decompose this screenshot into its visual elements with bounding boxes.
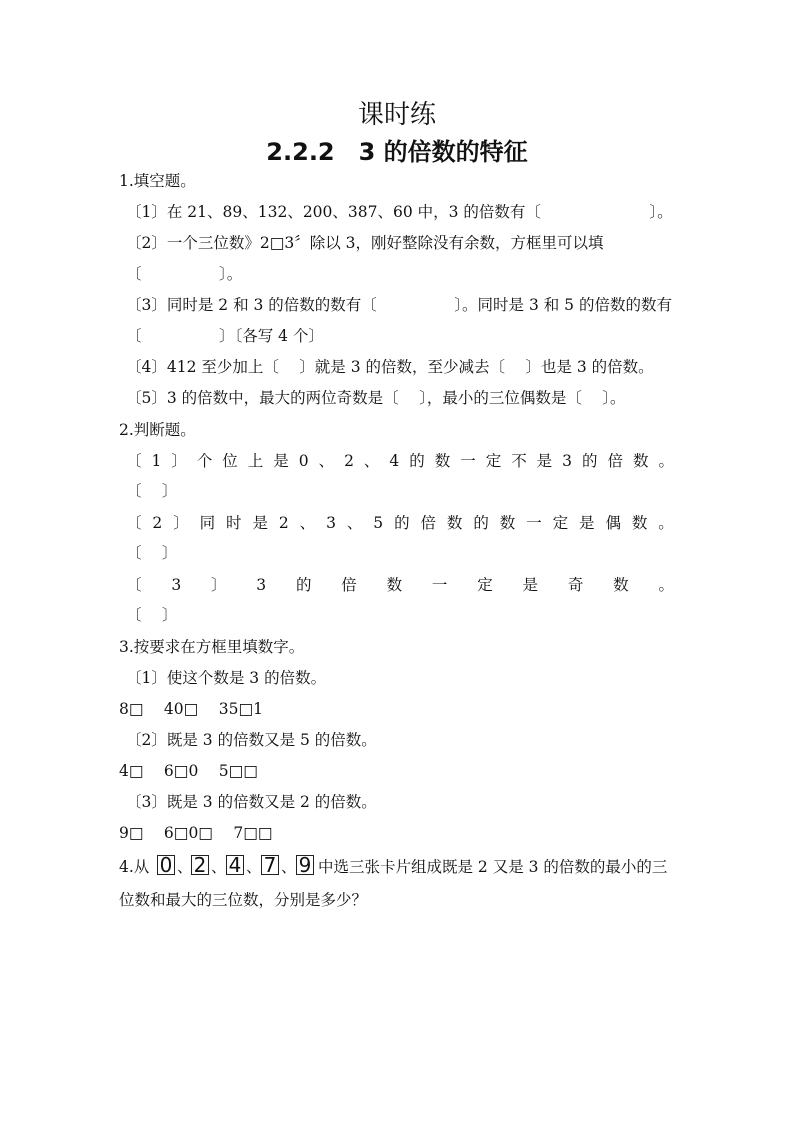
lesson-subtitle: 2.2.2 3 的倍数的特征 xyxy=(266,138,528,166)
judge-q3-answer: 〔 〕 xyxy=(126,606,178,624)
section-1-heading: 1.填空题。 xyxy=(119,172,196,190)
card-separator: 、 xyxy=(281,858,297,876)
judge-q3: 〔 3 〕 3 的 倍 数 一 定 是 奇 数 。 xyxy=(126,576,674,594)
judge-q2-answer: 〔 〕 xyxy=(126,544,178,562)
judge-q2: 〔 2 〕 同 时 是 2 、 3 、 5 的 倍 数 的 数 一 定 是 偶 数 。 xyxy=(126,514,674,532)
judge-q1: 〔 1 〕 个 位 上 是 0 、 2 、 4 的 数 一 定 不 是 3 的 倍 数 。 xyxy=(126,452,674,470)
section-2-heading: 2.判断题。 xyxy=(119,421,196,439)
box-q1-numbers: 8□ 40□ 35□1 xyxy=(119,700,263,718)
box-q3: 〔3〕既是 3 的倍数又是 2 的倍数。 xyxy=(126,793,377,811)
section-4-prefix: 4.从 xyxy=(119,858,150,876)
page-title: 课时练 xyxy=(357,100,436,130)
card-separator: 、 xyxy=(246,858,262,876)
digit-card: 2 xyxy=(191,855,209,875)
digit-card: 4 xyxy=(226,855,244,875)
fill-q3-line1: 〔3〕同时是 2 和 3 的倍数的数有〔 〕。同时是 3 和 5 的倍数的数有 xyxy=(126,296,672,314)
fill-q2-line2: 〔 〕。 xyxy=(126,265,243,283)
digit-card: 7 xyxy=(261,855,279,875)
box-q3-numbers: 9□ 6□0□ 7□□ xyxy=(119,824,273,842)
fill-q1: 〔1〕在 21、89、132、200、387、60 中，3 的倍数有〔 〕。 xyxy=(126,203,673,221)
fill-q2-line1: 〔2〕一个三位数》2□3〞除以 3，刚好整除没有余数，方框里可以填 xyxy=(126,234,604,252)
box-q1: 〔1〕使这个数是 3 的倍数。 xyxy=(126,669,327,687)
digit-card: 9 xyxy=(296,855,314,875)
fill-q4: 〔4〕412 至少加上〔 〕就是 3 的倍数，至少减去〔 〕也是 3 的倍数。 xyxy=(126,358,654,376)
digit-card: 0 xyxy=(157,855,175,875)
fill-q3-line2: 〔 〕〔各写 4 个〕 xyxy=(126,327,324,345)
box-q2: 〔2〕既是 3 的倍数又是 5 的倍数。 xyxy=(126,731,377,749)
fill-q5: 〔5〕3 的倍数中，最大的两位奇数是〔 〕，最小的三位偶数是〔 〕。 xyxy=(126,389,626,407)
section-3-heading: 3.按要求在方框里填数字。 xyxy=(119,638,305,656)
card-separator: 、 xyxy=(211,858,227,876)
card-separator: 、 xyxy=(177,858,193,876)
judge-q1-answer: 〔 〕 xyxy=(126,482,178,500)
box-q2-numbers: 4□ 6□0 5□□ xyxy=(119,762,258,780)
section-4-question: 中选三张卡片组成既是 2 又是 3 的倍数的最小的三 xyxy=(318,858,668,876)
section-4-question-line2: 位数和最大的三位数，分别是多少？ xyxy=(119,891,368,909)
